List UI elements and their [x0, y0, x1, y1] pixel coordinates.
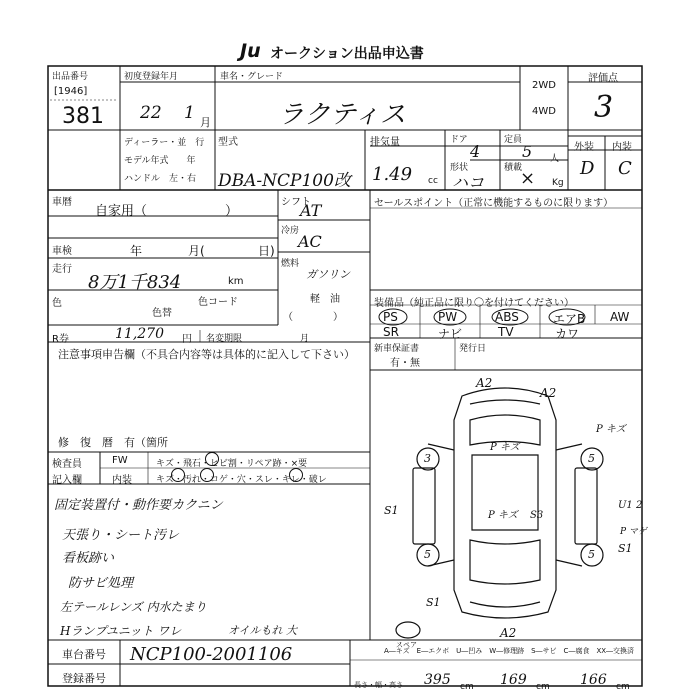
lot-number: 381: [62, 104, 104, 129]
mark-tire-fr: 5: [588, 452, 595, 465]
capacity-value: 5: [522, 142, 533, 161]
sheet-title: オークション出品申込書: [270, 46, 424, 62]
sales-label: セールスポイント（正常に機能するものに限ります）: [374, 198, 614, 209]
equip-label: 装備品（純正品に限り〇を付けてください）: [374, 298, 574, 309]
fuel-gas: ガソリン: [306, 268, 350, 281]
shape-value: ハコ: [452, 173, 485, 192]
dims-width-unit: cm: [536, 682, 550, 692]
aircon-label: 冷房: [281, 226, 300, 236]
drive-2wd: 2WD: [532, 80, 556, 91]
car-name-label: 車名・グレード: [220, 72, 284, 82]
equip-leather: カワ: [555, 327, 580, 341]
score-value: 3: [594, 90, 614, 125]
recycle-unit: 円: [182, 334, 192, 345]
spare-label: スペア: [396, 641, 417, 649]
check-fw: FW: [112, 455, 128, 466]
exterior-label: 外装: [574, 142, 594, 153]
mark-s1-rear: S1: [426, 596, 441, 609]
dims-length: 395: [424, 672, 451, 688]
dims-length-unit: cm: [460, 682, 474, 692]
mark-right-front-scratch: P キズ: [596, 424, 626, 435]
plate-label: 登録番号: [62, 672, 106, 685]
new-car-yesno: 有・無: [390, 358, 420, 369]
check-fw-items: キズ・飛石・ヒビ割・リペア跡・×要: [156, 459, 308, 469]
model-value: DBA-NCP100改: [218, 171, 351, 191]
dims-width: 169: [500, 672, 527, 688]
equip-airbag: エアB: [553, 312, 586, 326]
dims-height-unit: cm: [616, 682, 630, 692]
chassis-value: NCP100-2001106: [130, 644, 293, 665]
name-change-label: 名変期限: [206, 334, 243, 344]
lot-label: 出品番号: [52, 72, 89, 82]
drive-4wd: 4WD: [532, 106, 556, 117]
fuel-label: 燃料: [281, 259, 300, 269]
note-3: 看板跡い: [62, 551, 115, 566]
equip-abs: ABS: [495, 310, 519, 324]
mark-tire-fl: 3: [424, 452, 431, 465]
use-value: 自家用（ ）: [95, 204, 239, 219]
aircon-value: AC: [298, 232, 322, 251]
dealer-line3: ハンドル 左・右: [124, 174, 197, 184]
load-unit: Kg: [552, 178, 564, 188]
notes-label: 注意事項申告欄（不具合内容等は具体的に記入して下さい）: [58, 348, 355, 361]
mark-a2-front: A2: [476, 376, 493, 390]
mark-a2-rear: A2: [500, 626, 517, 640]
capacity-unit: 人: [550, 154, 560, 164]
car-name-value: ラクティス: [278, 100, 406, 130]
check-inner-items: キズ・汚れ・コゲ・穴・スレ・キレ・破レ: [156, 475, 327, 485]
load-value: ×: [520, 168, 536, 189]
note-4: 防サビ処理: [68, 576, 134, 591]
equip-pw: PW: [438, 310, 458, 324]
mark-dent: P マゲ: [620, 527, 647, 537]
color-code-label: 色コード: [198, 297, 238, 308]
check-inner: 内装: [112, 475, 132, 486]
score-label: 評価点: [588, 73, 618, 84]
interior-grade: C: [618, 158, 632, 179]
displacement-label: 排気量: [370, 137, 400, 148]
shape-label: 形状: [450, 163, 469, 173]
lot-code: [1946]: [54, 86, 88, 97]
logo: Ju: [240, 40, 261, 62]
note-6: Hランプユニット ワレ: [60, 624, 182, 638]
note-1: 固定装置付・動作要カクニン: [54, 498, 223, 513]
fuel-diesel: 軽 油: [310, 294, 340, 305]
capacity-label: 定員: [504, 135, 523, 145]
recycle-value: 11,270: [115, 326, 164, 342]
mark-a2-front-right: A2: [540, 386, 557, 400]
check-label-1: 検査員: [52, 459, 82, 470]
equip-circles: [375, 305, 640, 339]
note-7: オイルもれ 大: [228, 624, 297, 637]
mark-roof-scratch: P キズ: [490, 442, 520, 453]
reg-month-unit: 月: [200, 116, 211, 129]
shift-label: シフト: [281, 197, 311, 208]
equip-navi: ナビ: [438, 327, 463, 341]
reg-label: 初度登録年月: [124, 72, 179, 82]
mark-u1: U1 2: [618, 500, 643, 511]
recycle-label: R券: [52, 334, 69, 345]
mark-s1-left: S1: [384, 504, 399, 517]
doors-label: ドア: [450, 135, 468, 145]
use-label: 車暦: [52, 197, 72, 208]
equip-tv: TV: [498, 325, 514, 339]
mark-s3: S3: [530, 510, 544, 521]
reg-year: 22: [140, 103, 162, 123]
dealer-line2: モデル年式 年: [124, 156, 196, 166]
color-change: 色替: [152, 308, 172, 319]
dealer-line1: ディーラー・並 行: [124, 138, 205, 148]
dims-height: 166: [580, 672, 607, 688]
repair-history: 修 復 暦 有（箇所: [58, 436, 168, 449]
mark-center-scratch: P キズ: [488, 510, 518, 521]
damage-legend: A―キズ E―エクボ U―凹み W―修理跡 S―サビ C―腐食 XX―交換済: [384, 647, 635, 655]
shift-value: AT: [300, 201, 322, 220]
mileage-unit: km: [228, 276, 244, 287]
model-label: 型式: [218, 137, 238, 148]
doors-value: 4: [470, 142, 481, 161]
check-circles: [150, 452, 370, 484]
reg-month: 1: [184, 103, 195, 123]
inspection-month: 月(: [188, 244, 205, 258]
exterior-grade: D: [580, 158, 595, 179]
check-label-2: 記入欄: [52, 475, 82, 486]
inspection-day: 日): [258, 244, 275, 258]
fuel-other: （ ）: [283, 312, 343, 323]
inspection-label: 車検: [52, 246, 72, 257]
dims-label: 長さ・幅・高さ: [354, 681, 403, 689]
mileage-value: 8万1千834: [88, 272, 182, 293]
equip-aw: AW: [610, 310, 630, 324]
chassis-label: 車台番号: [62, 648, 106, 661]
displacement-unit: cc: [428, 176, 438, 186]
interior-label: 内装: [612, 142, 632, 153]
equip-ps: PS: [383, 310, 398, 324]
mark-s1-right: S1: [618, 542, 633, 555]
equip-sr: SR: [383, 325, 399, 339]
inspection-year: 年: [130, 244, 143, 258]
mark-tire-rr: 5: [588, 548, 595, 561]
load-label: 積載: [504, 163, 523, 173]
note-2: 天張り・シート汚レ: [62, 528, 180, 543]
color-label: 色: [52, 298, 62, 309]
mark-tire-rl: 5: [424, 548, 431, 561]
name-change-month: 月: [300, 334, 310, 344]
displacement-value: 1.49: [372, 164, 413, 185]
mileage-label: 走行: [52, 264, 72, 275]
note-5: 左テールレンズ 内水たまり: [60, 600, 207, 614]
issue-date-label: 発行日: [459, 344, 487, 354]
new-car-label: 新車保証書: [374, 344, 420, 354]
